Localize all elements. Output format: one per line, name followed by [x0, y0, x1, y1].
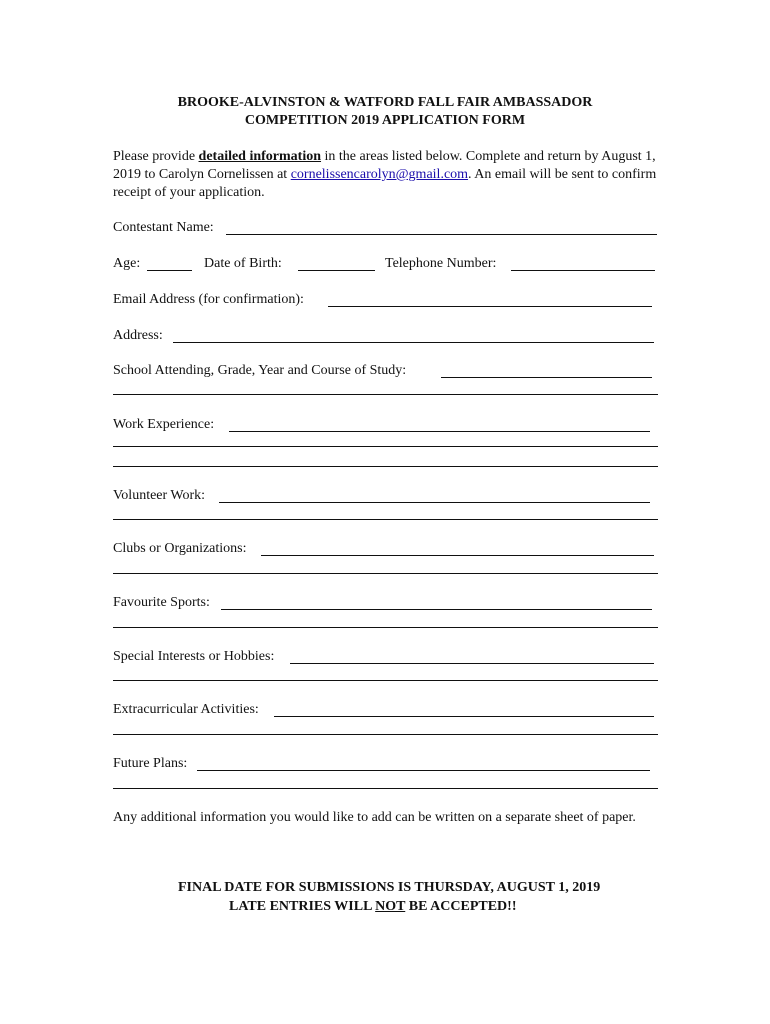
- work-experience-field[interactable]: [229, 431, 650, 432]
- age-label: Age:: [113, 256, 141, 271]
- email-field[interactable]: [328, 306, 652, 307]
- date-of-birth-field[interactable]: [298, 270, 375, 271]
- intro-text-3: . An email will be sent to confirm receipt of your application.: [113, 167, 657, 200]
- final-date-notice: FINAL DATE FOR SUBMISSIONS IS THURSDAY, AUGUST 1, 2019: [178, 880, 601, 895]
- intro-paragraph: [113, 148, 658, 202]
- telephone-label: Telephone Number:: [385, 256, 497, 271]
- form-title-line-2: COMPETITION 2019 APPLICATION FORM: [244, 113, 526, 128]
- hobbies-label: Special Interests or Hobbies:: [113, 649, 275, 664]
- extracurricular-label: Extracurricular Activities:: [113, 702, 259, 717]
- work-experience-label: Work Experience:: [113, 417, 215, 432]
- intro-text-1: Please provide: [113, 149, 199, 164]
- hobbies-extra-line[interactable]: [113, 680, 658, 681]
- volunteer-extra-line[interactable]: [113, 519, 658, 520]
- email-label: Email Address (for confirmation):: [113, 292, 304, 307]
- volunteer-field[interactable]: [219, 502, 650, 503]
- future-plans-label: Future Plans:: [113, 756, 188, 771]
- late-entries-text-1: LATE ENTRIES WILL: [229, 899, 376, 914]
- school-field[interactable]: [441, 377, 652, 378]
- contact-email-link[interactable]: cornelissencarolyn@gmail.com: [290, 167, 469, 182]
- late-entries-not: NOT: [375, 899, 406, 914]
- sports-field[interactable]: [221, 609, 652, 610]
- intro-emphasis: detailed information: [198, 149, 322, 164]
- form-title-line-1: BROOKE-ALVINSTON & WATFORD FALL FAIR AMBASSADOR: [177, 95, 593, 110]
- work-experience-extra-line-2[interactable]: [113, 466, 658, 467]
- sports-label: Favourite Sports:: [113, 595, 210, 610]
- future-plans-extra-line[interactable]: [113, 788, 658, 789]
- contestant-name-label: Contestant Name:: [113, 220, 214, 235]
- additional-info-note: Any additional information you would like to add can be written on a separate sheet of paper.: [113, 810, 636, 825]
- address-label: Address:: [113, 328, 163, 343]
- age-field[interactable]: [147, 270, 192, 271]
- sports-extra-line[interactable]: [113, 627, 658, 628]
- clubs-label: Clubs or Organizations:: [113, 541, 247, 556]
- address-field[interactable]: [173, 342, 654, 343]
- late-entries-text-2: BE ACCEPTED!!: [405, 899, 517, 914]
- clubs-field[interactable]: [261, 555, 654, 556]
- hobbies-field[interactable]: [290, 663, 654, 664]
- intro-text-2: in the areas listed below. Complete and return by August 1, 2019 to Carolyn Cornelissen at: [113, 149, 656, 182]
- contestant-name-field[interactable]: [226, 234, 657, 235]
- work-experience-extra-line-1[interactable]: [113, 446, 658, 447]
- school-label: School Attending, Grade, Year and Course of Study:: [113, 363, 407, 378]
- extracurricular-extra-line[interactable]: [113, 734, 658, 735]
- clubs-extra-line[interactable]: [113, 573, 658, 574]
- date-of-birth-label: Date of Birth:: [204, 256, 282, 271]
- volunteer-label: Volunteer Work:: [113, 488, 206, 503]
- school-field-extra-line[interactable]: [113, 394, 658, 395]
- late-entries-notice: [229, 898, 516, 916]
- future-plans-field[interactable]: [197, 770, 650, 771]
- extracurricular-field[interactable]: [274, 716, 654, 717]
- telephone-field[interactable]: [511, 270, 655, 271]
